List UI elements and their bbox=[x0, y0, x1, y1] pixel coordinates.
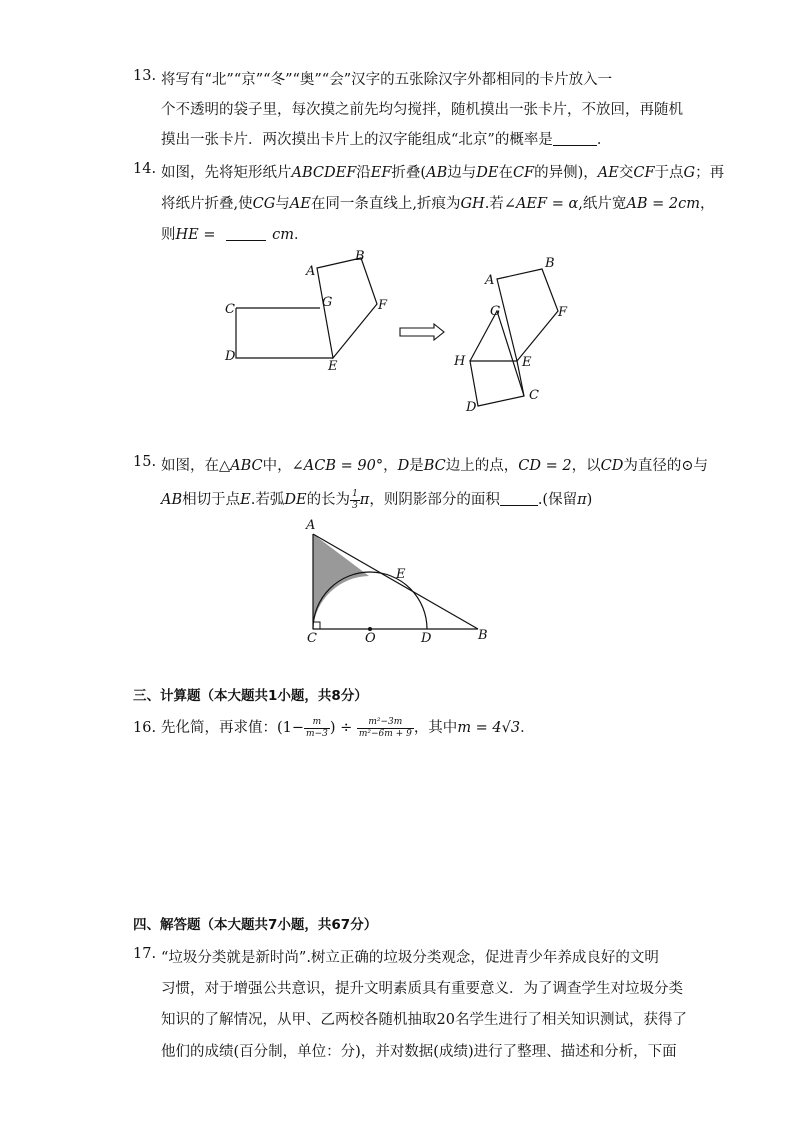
q14-line2: 将纸片折叠,使CG与AE在同一条直线上,折痕为GH.若∠AEF = α,纸片宽AB = 2cm， bbox=[161, 196, 715, 212]
fig2-label-f: F bbox=[558, 305, 568, 320]
fig3-label-d: D bbox=[421, 631, 432, 646]
fig3-label-a: A bbox=[306, 518, 316, 533]
q14-figure-after bbox=[450, 255, 580, 415]
fig1-label-a: A bbox=[306, 264, 316, 279]
fig1-label-f: F bbox=[378, 298, 388, 313]
q17-line2: 习惯，对于增强公共意识，提升文明素质具有重要意义．为了调查学生对垃圾分类 bbox=[161, 981, 683, 997]
fig3-label-e: E bbox=[396, 567, 406, 582]
fig2-label-d: D bbox=[466, 400, 477, 415]
fig2-label-h: H bbox=[454, 354, 466, 369]
q15-line2: AB相切于点E.若弧DE的长为 $\frac{1}{3}$ π，则阴影部分的面积 .(保留π) bbox=[161, 488, 593, 511]
fig2-label-g: G bbox=[490, 304, 501, 319]
q17-line3: 知识的了解情况，从甲、乙两校各随机抽取20名学生进行了相关知识测试，获得了 bbox=[161, 1012, 687, 1028]
q16-fraction-1: $\frac{m}{m-3}$ bbox=[306, 716, 328, 739]
fig2-label-b: B bbox=[545, 256, 555, 271]
q16-number: 16. bbox=[133, 720, 157, 736]
q14-line1: 如图，先将矩形纸片ABCDEF沿EF折叠(AB边与DE在CF的异侧)，AE交CF于点G；再 bbox=[161, 165, 725, 181]
fig2-label-a: A bbox=[485, 273, 495, 288]
q14-number: 14. bbox=[133, 161, 157, 177]
q15-number: 15. bbox=[133, 454, 157, 470]
q14-answer-blank bbox=[226, 226, 266, 241]
section3-heading: 三、计算题（本大题共1小题，共8分） bbox=[133, 688, 368, 704]
q15-fraction: $\frac{1}{3}$ bbox=[352, 488, 358, 511]
fig1-label-e: E bbox=[328, 359, 338, 374]
q17-number: 17. bbox=[133, 946, 157, 962]
fig2-label-e: E bbox=[522, 355, 532, 370]
q15-answer-blank bbox=[500, 491, 538, 506]
q14-figure-before bbox=[220, 245, 400, 380]
fig3-label-b: B bbox=[478, 628, 488, 643]
fig2-label-c: C bbox=[529, 388, 539, 403]
q13-line2: 个不透明的袋子里，每次摸之前先均匀搅拌，随机摸出一张卡片，不放回，再随机 bbox=[161, 102, 683, 118]
fig3-label-c: C bbox=[307, 631, 317, 646]
fig1-label-d: D bbox=[225, 349, 236, 364]
q16-fraction-2: $\frac{\text{m²−3m}}{\text{m²−6m + 9}}$ bbox=[358, 716, 412, 739]
q14-line3: 则HE = cm． bbox=[161, 227, 309, 243]
q13-number: 13. bbox=[133, 68, 157, 84]
q13-line1: 将写有“北”“京”“冬”“奥”“会”汉字的五张除汉字外都相同的卡片放入一 bbox=[161, 72, 613, 88]
fig3-label-o: O bbox=[365, 631, 376, 646]
q16-line: 先化简，再求值：(1− $\frac{m}{m-3}$ ) ÷ $\frac{\text{m²−3m}}{\text{m²−6m + 9}}$ ，其中m = 4√3． bbox=[161, 716, 535, 739]
q17-line1: “垃圾分类就是新时尚”.树立正确的垃圾分类观念，促进青少年养成良好的文明 bbox=[161, 950, 659, 966]
q13-line3: 摸出一张卡片．两次摸出卡片上的汉字能组成“北京”的概率是 ． bbox=[161, 132, 612, 148]
section4-heading: 四、解答题（本大题共7小题，共67分） bbox=[133, 917, 378, 933]
fig1-label-b: B bbox=[355, 249, 365, 264]
q14-arrow-icon bbox=[398, 322, 448, 342]
q17-line4: 他们的成绩(百分制，单位：分)，并对数据(成绩)进行了整理、描述和分析，下面 bbox=[161, 1044, 677, 1060]
fig1-label-g: G bbox=[322, 295, 333, 310]
fig1-label-c: C bbox=[225, 302, 235, 317]
q15-figure bbox=[300, 518, 500, 646]
q15-line1: 如图，在△ABC中，∠ACB = 90°，D是BC边上的点，CD = 2，以CD为直径的⊙与 bbox=[161, 458, 708, 474]
q13-answer-blank bbox=[553, 131, 597, 146]
